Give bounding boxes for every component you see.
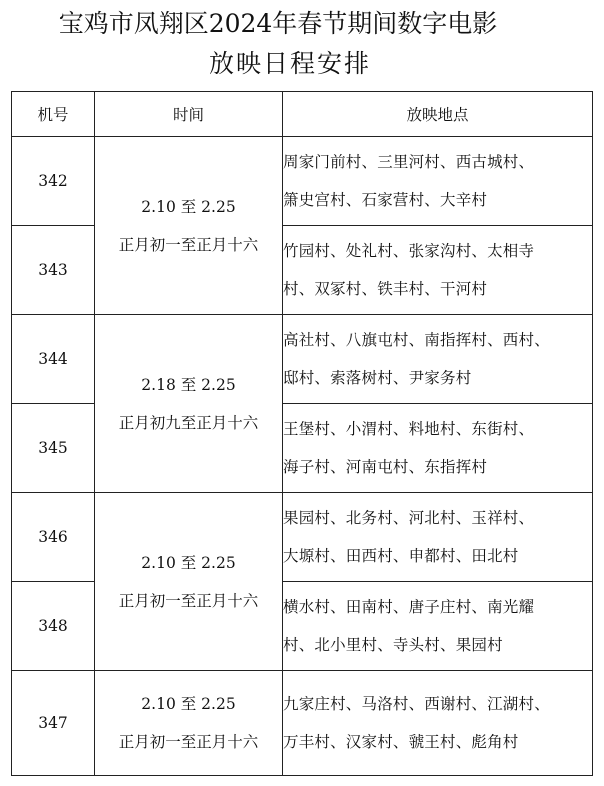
village-line: 九家庄村、马洛村、西谢村、江湖村、	[283, 695, 550, 713]
village-line: 箫史宫村、石家营村、大辛村	[283, 191, 488, 209]
villages-cell	[283, 582, 593, 671]
page-subtitle: 放映日程安排	[208, 49, 371, 78]
village-line: 村、双冢村、铁丰村、干河村	[283, 280, 488, 298]
village-line: 果园村、北务村、河北村、玉祥村、	[283, 509, 535, 527]
date-range: 2.10 至 2.25	[141, 553, 236, 572]
village-line: 大塬村、田西村、申都村、田北村	[283, 547, 519, 565]
header-time: 时间	[95, 92, 283, 137]
time-cell	[95, 493, 283, 671]
table-row	[12, 671, 593, 776]
table-row	[12, 493, 593, 582]
lunar-range: 正月初一至正月十六	[118, 235, 259, 254]
header-row	[12, 92, 593, 137]
schedule-table	[11, 91, 593, 776]
machine-number: 347	[12, 671, 95, 776]
date-range: 2.18 至 2.25	[141, 375, 236, 394]
machine-number: 346	[12, 493, 95, 582]
machine-number: 348	[12, 582, 95, 671]
lunar-range: 正月初一至正月十六	[118, 591, 259, 610]
village-line: 村、北小里村、寺头村、果园村	[283, 636, 503, 654]
header-villages: 放映地点	[283, 92, 593, 137]
villages-cell	[283, 315, 593, 404]
village-line: 邸村、索落树村、尹家务村	[283, 369, 472, 387]
villages-cell	[283, 137, 593, 226]
lunar-range: 正月初九至正月十六	[118, 413, 259, 432]
table-row	[12, 137, 593, 226]
time-cell	[95, 137, 283, 315]
machine-number: 343	[12, 226, 95, 315]
time-cell	[95, 671, 283, 776]
village-line: 万丰村、汉家村、虢王村、彪角村	[283, 733, 519, 751]
villages-cell	[283, 493, 593, 582]
page-title: 宝鸡市凤翔区2024年春节期间数字电影	[58, 9, 498, 38]
village-line: 王堡村、小渭村、料地村、东街村、	[283, 420, 535, 438]
machine-number: 342	[12, 137, 95, 226]
lunar-range: 正月初一至正月十六	[118, 733, 259, 751]
date-range: 2.10 至 2.25	[141, 695, 236, 713]
table-row	[12, 315, 593, 404]
header-machine: 机号	[12, 92, 95, 137]
date-range: 2.10 至 2.25	[141, 197, 236, 216]
time-cell	[95, 315, 283, 493]
village-line: 竹园村、处礼村、张家沟村、太相寺	[283, 242, 535, 260]
village-line: 高社村、八旗屯村、南指挥村、西村、	[283, 331, 550, 349]
village-line: 横水村、田南村、唐子庄村、南光耀	[283, 598, 535, 616]
villages-cell	[283, 404, 593, 493]
machine-number: 344	[12, 315, 95, 404]
village-line: 海子村、河南屯村、东指挥村	[283, 458, 488, 476]
village-line: 周家门前村、三里河村、西古城村、	[283, 153, 535, 171]
villages-cell	[283, 671, 593, 776]
villages-cell	[283, 226, 593, 315]
machine-number: 345	[12, 404, 95, 493]
